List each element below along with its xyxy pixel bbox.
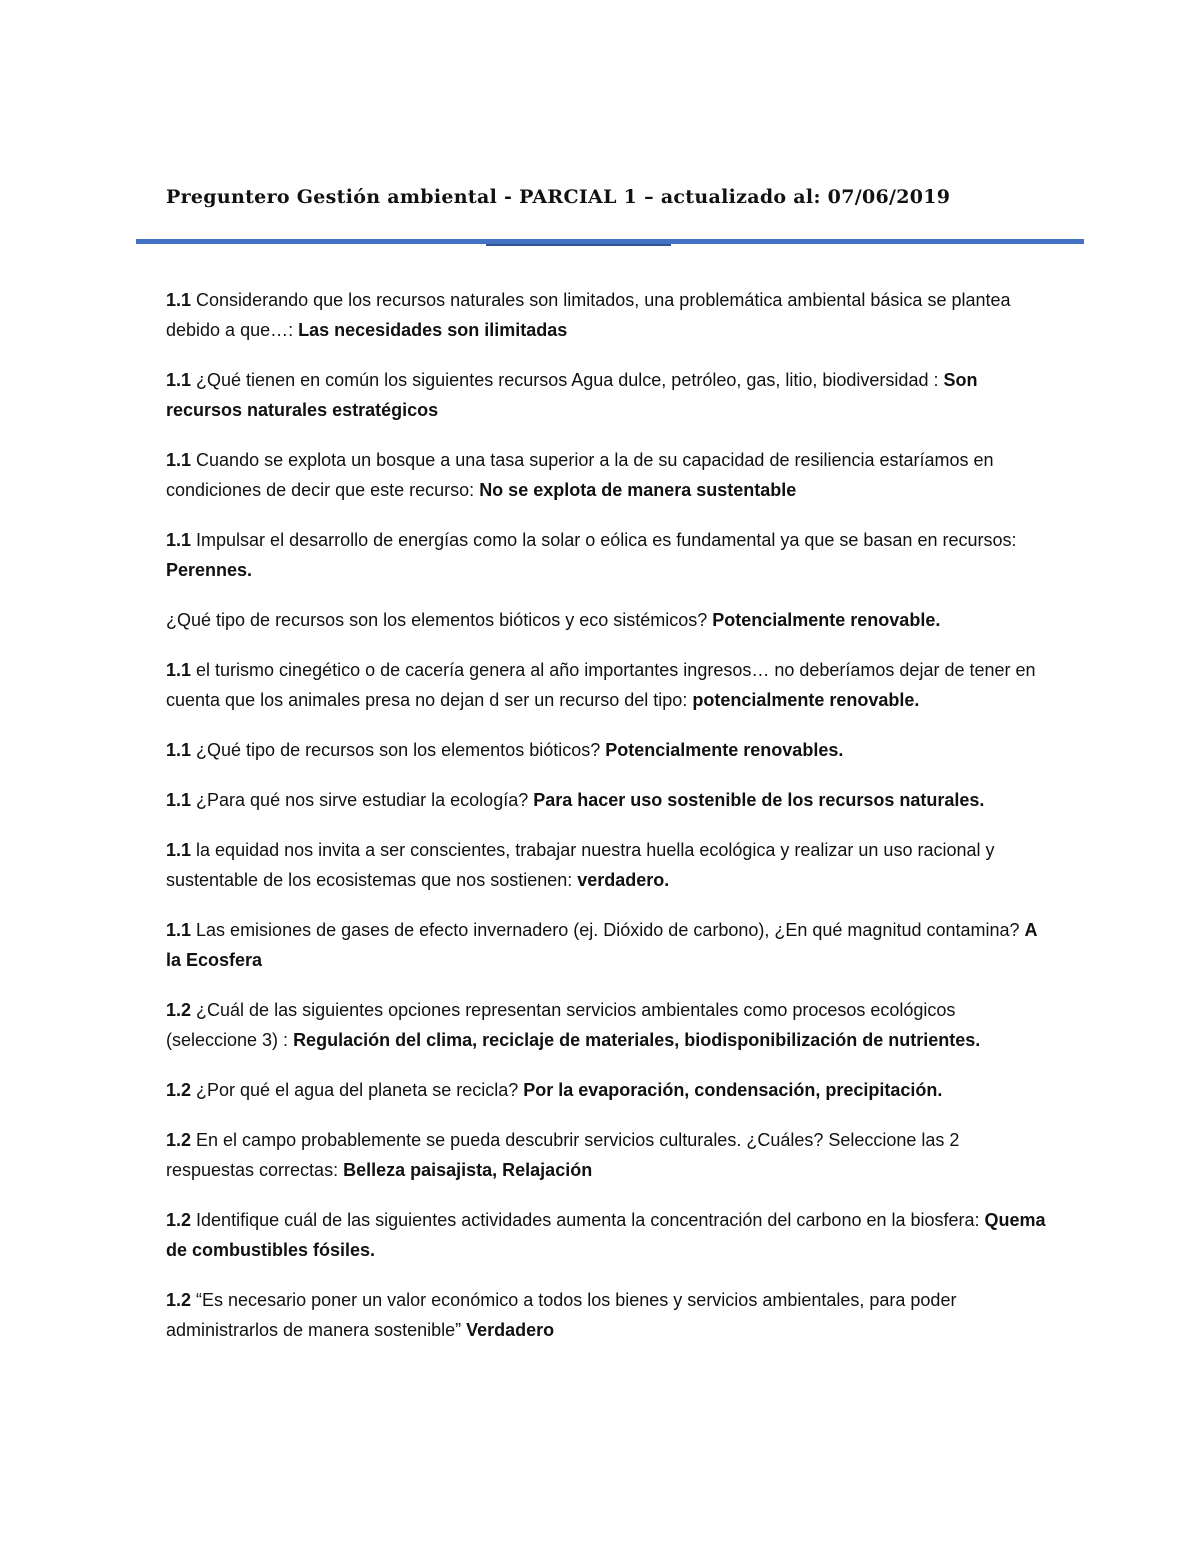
question-text: ¿Cuál de las siguientes opciones representan servicios ambientales como procesos ecológicos (seleccione 3) : bbox=[166, 1000, 956, 1050]
answer-text: Quema de combustibles fósiles. bbox=[166, 1210, 1046, 1260]
question-item-6 bbox=[166, 655, 1046, 715]
question-text: la equidad nos invita a ser conscientes, trabajar nuestra huella ecológica y realizar un uso racional y sustentable de los ecosistemas que nos sostienen: bbox=[166, 840, 995, 890]
question-text: Cuando se explota un bosque a una tasa superior a la de su capacidad de resiliencia estaríamos en condiciones de decir que este recurso: bbox=[166, 450, 994, 500]
answer-text: Para hacer uso sostenible de los recursos naturales. bbox=[533, 790, 985, 810]
answer-text: Potencialmente renovable. bbox=[712, 610, 941, 630]
question-number: 1.2 bbox=[166, 1000, 192, 1020]
question-number: 1.1 bbox=[166, 740, 192, 760]
question-number: 1.1 bbox=[166, 790, 192, 810]
question-item-4 bbox=[166, 525, 1046, 585]
answer-text: Son recursos naturales estratégicos bbox=[166, 370, 978, 420]
answer-text: Potencialmente renovables. bbox=[605, 740, 844, 760]
question-number: 1.1 bbox=[166, 370, 192, 390]
answer-text: A la Ecosfera bbox=[166, 920, 1037, 970]
question-text: ¿Para qué nos sirve estudiar la ecología? bbox=[191, 790, 534, 810]
question-number: 1.1 bbox=[166, 840, 192, 860]
question-text: Identifique cuál de las siguientes actividades aumenta la concentración del carbono en la biosfera: bbox=[191, 1210, 985, 1230]
question-item-15 bbox=[166, 1285, 1046, 1345]
question-number: 1.1 bbox=[166, 530, 192, 550]
document-title: Preguntero Gestión ambiental - PARCIAL 1 – actualizado al: 07/06/2019 bbox=[166, 186, 951, 208]
question-text: ¿Qué tienen en común los siguientes recursos Agua dulce, petróleo, gas, litio, biodiversidad : bbox=[191, 370, 944, 390]
question-item-5 bbox=[166, 605, 1046, 635]
question-text: ¿Qué tipo de recursos son los elementos bióticos? bbox=[191, 740, 606, 760]
question-text: ¿Qué tipo de recursos son los elementos bióticos y eco sistémicos? bbox=[166, 610, 713, 630]
title-divider-shadow bbox=[486, 244, 671, 246]
question-list bbox=[166, 285, 1046, 1365]
question-text: Impulsar el desarrollo de energías como la solar o eólica es fundamental ya que se basan en recursos: bbox=[191, 530, 1017, 550]
question-item-8 bbox=[166, 785, 1046, 815]
question-item-10 bbox=[166, 915, 1046, 975]
question-text: Considerando que los recursos naturales son limitados, una problemática ambiental básica se plantea debido a que…: bbox=[166, 290, 1011, 340]
question-text: “Es necesario poner un valor económico a todos los bienes y servicios ambientales, para poder administrarlos de manera sostenible” bbox=[166, 1290, 957, 1340]
question-item-1 bbox=[166, 285, 1046, 345]
question-number: 1.2 bbox=[166, 1080, 192, 1100]
question-item-3 bbox=[166, 445, 1046, 505]
question-item-14 bbox=[166, 1205, 1046, 1265]
question-number: 1.2 bbox=[166, 1290, 192, 1310]
question-item-7 bbox=[166, 735, 1046, 765]
question-item-2 bbox=[166, 365, 1046, 425]
answer-text: Regulación del clima, reciclaje de materiales, biodisponibilización de nutrientes. bbox=[293, 1030, 981, 1050]
answer-text: verdadero. bbox=[577, 870, 670, 890]
question-number: 1.2 bbox=[166, 1130, 192, 1150]
answer-text: Belleza paisajista, Relajación bbox=[343, 1160, 593, 1180]
question-number: 1.2 bbox=[166, 1210, 192, 1230]
answer-text: potencialmente renovable. bbox=[692, 690, 920, 710]
question-number: 1.1 bbox=[166, 290, 192, 310]
question-number: 1.1 bbox=[166, 660, 192, 680]
answer-text: Las necesidades son ilimitadas bbox=[298, 320, 568, 340]
question-text: Las emisiones de gases de efecto invernadero (ej. Dióxido de carbono), ¿En qué magnitud contamina? bbox=[191, 920, 1025, 940]
question-text: En el campo probablemente se pueda descubrir servicios culturales. ¿Cuáles? Seleccione las 2 respuestas correctas: bbox=[166, 1130, 960, 1180]
question-number: 1.1 bbox=[166, 920, 192, 940]
question-number: 1.1 bbox=[166, 450, 192, 470]
question-item-9 bbox=[166, 835, 1046, 895]
question-item-12 bbox=[166, 1075, 1046, 1105]
answer-text: Por la evaporación, condensación, precipitación. bbox=[523, 1080, 943, 1100]
question-text: el turismo cinegético o de cacería genera al año importantes ingresos… no deberíamos dejar de tener en cuenta que los animales presa no dejan d ser un recurso del tipo: bbox=[166, 660, 1036, 710]
question-item-13 bbox=[166, 1125, 1046, 1185]
answer-text: No se explota de manera sustentable bbox=[479, 480, 797, 500]
answer-text: Perennes. bbox=[166, 560, 253, 580]
question-item-11 bbox=[166, 995, 1046, 1055]
question-text: ¿Por qué el agua del planeta se recicla? bbox=[191, 1080, 524, 1100]
answer-text: Verdadero bbox=[466, 1320, 555, 1340]
